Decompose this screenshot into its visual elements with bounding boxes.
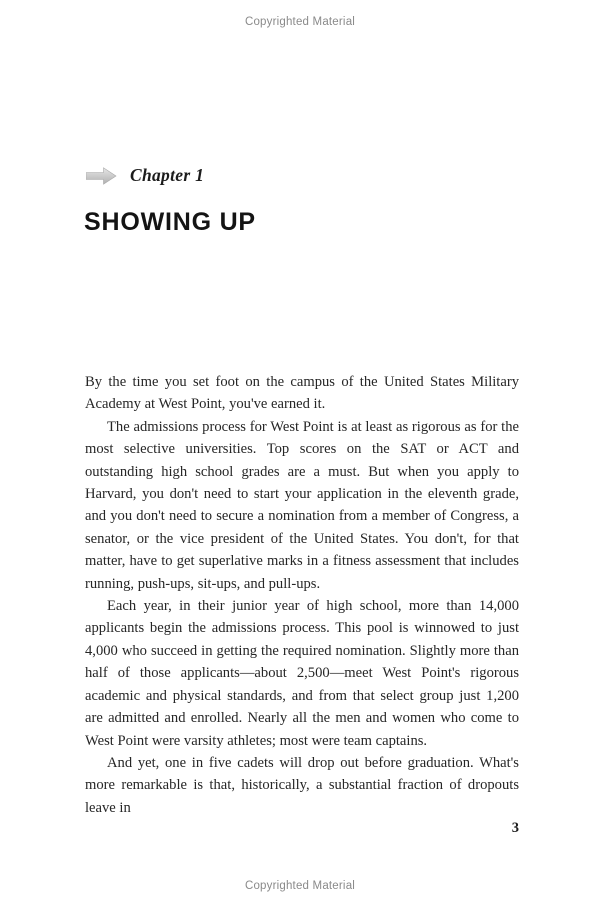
right-arrow-icon — [86, 167, 117, 185]
body-text — [85, 371, 519, 819]
paragraph-4: And yet, one in five cadets will drop out before graduation. What's more remarkable is that, historically, a substantial fraction of dropouts leave in — [85, 754, 519, 816]
copyright-watermark-bottom: Copyrighted Material — [244, 880, 356, 892]
chapter-heading-row — [86, 165, 204, 186]
page-number: 3 — [511, 820, 519, 836]
paragraph-2: The admissions process for West Point is at least as rigorous as for the most selective universities. Top scores on the SAT or ACT and outstanding high school grades are a must. But when you apply to Harvard, you don't need to start your application in the eleventh grade, and you don't need to secure a nomination from a member of Congress, a senator, or the vice president of the United States. You don't, for that matter, have to get superlative marks in a fitness assessment that includes running, push-ups, sit-ups, and pull-ups. — [85, 418, 519, 592]
chapter-label: Chapter 1 — [130, 165, 205, 185]
copyright-watermark-top: Copyrighted Material — [244, 16, 356, 28]
paragraph-3: Each year, in their junior year of high school, more than 14,000 applicants begin the admissions process. This pool is winnowed to just 4,000 who succeed in getting the required nomination. Slightly more than half of those applicants—about 2,500—meet West Point's rigorous academic and physical standards, and from that select group just 1,200 are admitted and enrolled. Nearly all the men and women who come to West Point were varsity athletes; most were team captains. — [85, 598, 519, 749]
paragraph-1: By the time you set foot on the campus of the United States Military Academy at West Point, you've earned it. — [85, 374, 519, 413]
chapter-title: SHOWING UP — [84, 208, 256, 236]
